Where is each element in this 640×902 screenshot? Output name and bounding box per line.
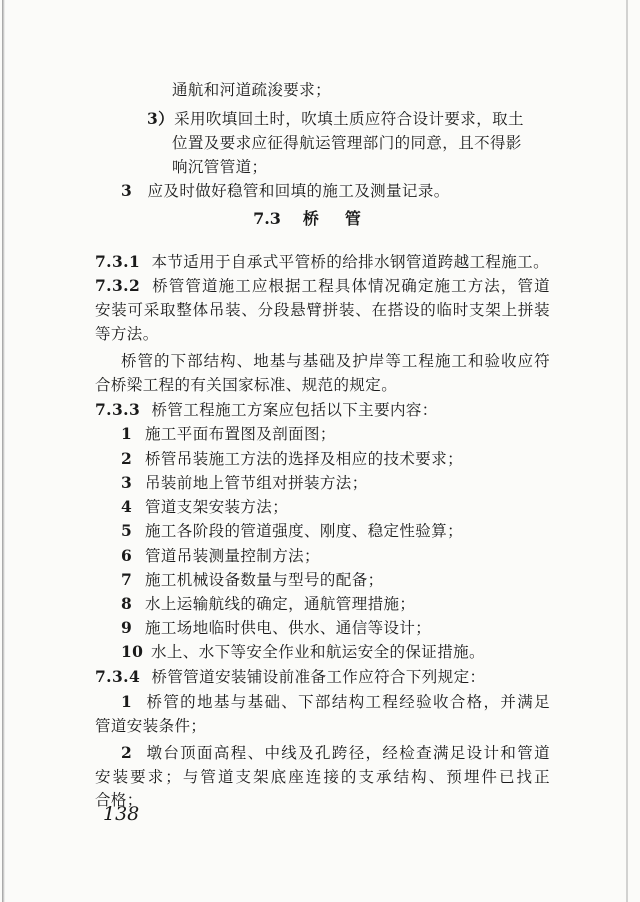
- list-item-number: 3）: [147, 109, 175, 128]
- list-item-text: 水上运输航线的确定，通航管理措施；: [145, 595, 416, 613]
- list-item: [121, 546, 320, 566]
- clause-text: 桥管管道安装铺设前准备工作应符合下列规定：: [151, 668, 486, 686]
- section-heading: [0, 208, 640, 230]
- list-item-number: 3: [121, 181, 133, 200]
- list-item: [121, 743, 550, 763]
- list-item-text: 施工机械设备数量与型号的配备；: [145, 571, 384, 589]
- clause-number: 7.3.4: [95, 667, 141, 686]
- section-number: 7.3: [253, 209, 281, 228]
- list-item-text: 施工平面布置图及剖面图；: [145, 425, 336, 443]
- clause-7-3-3: [95, 400, 438, 420]
- clause-text: 本节适用于自承式平管桥的给排水钢管道跨越工程施工。: [151, 253, 549, 271]
- list-item-text: 应及时做好稳管和回填的施工及测量记录。: [147, 182, 450, 200]
- text-line: 安装可采取整体吊装、分段悬臂拼装、在搭设的临时支架上拼装: [95, 301, 550, 319]
- clause-text: 桥管工程施工方案应包括以下主要内容：: [151, 401, 438, 419]
- clause-7-3-1: [95, 252, 549, 272]
- list-item-text: 施工场地临时供电、供水、通信等设计；: [145, 619, 432, 637]
- list-item-number: 6: [121, 546, 133, 565]
- list-item-text: 管道吊装测量控制方法；: [145, 547, 320, 565]
- text-line: 合格；: [95, 791, 143, 809]
- list-item-number: 1: [121, 692, 133, 711]
- list-item-number: 1: [121, 424, 133, 443]
- clause-number: 7.3.1: [95, 252, 141, 271]
- list-item-number: 9: [121, 618, 133, 637]
- list-item-text: 施工各阶段的管道强度、刚度、稳定性验算；: [145, 522, 464, 540]
- text-line: 等方法。: [95, 325, 159, 343]
- list-item-text: 采用吹填回土时，吹填土质应符合设计要求，取土: [174, 110, 524, 128]
- text-line: 位置及要求应征得航运管理部门的同意，且不得影: [172, 134, 522, 152]
- list-item: [147, 109, 524, 129]
- list-item-number: 4: [121, 497, 133, 516]
- list-item: [121, 181, 450, 201]
- list-item: [121, 692, 550, 712]
- text-line: 安装要求；与管道支架底座连接的支承结构、预埋件已找正: [95, 768, 550, 786]
- list-item: [121, 497, 288, 517]
- text-line: 桥管的下部结构、地基与基础及护岸等工程施工和验收应符: [121, 352, 550, 370]
- clause-7-3-2: [95, 276, 550, 296]
- list-item-text: 管道支架安装方法；: [145, 498, 289, 516]
- list-item: [121, 473, 368, 493]
- list-item-number: 2: [121, 743, 133, 762]
- text-line: 管道安装条件；: [95, 717, 207, 735]
- section-title: 桥管: [302, 209, 387, 228]
- clause-text: 桥管管道施工应根据工程具体情况确定施工方法，管道: [152, 277, 551, 295]
- clause-number: 7.3.2: [95, 276, 141, 295]
- list-item: [121, 618, 431, 638]
- list-item-number: 2: [121, 449, 133, 468]
- list-item-number: 5: [121, 521, 133, 540]
- list-item: [121, 594, 415, 614]
- text-line: 通航和河道疏浚要求；: [172, 81, 332, 99]
- clause-7-3-4: [95, 667, 485, 687]
- list-item: [121, 449, 463, 469]
- text-line: 响沉管管道；: [172, 158, 268, 176]
- list-item-number: 10: [121, 642, 144, 661]
- list-item: [121, 424, 336, 444]
- list-item-text: 水上、水下等安全作业和航运安全的保证措施。: [151, 643, 485, 661]
- list-item-number: 3: [121, 473, 133, 492]
- list-item-number: 8: [121, 594, 133, 613]
- list-item-number: 7: [121, 570, 133, 589]
- text-line: 合桥梁工程的有关国家标准、规范的规定。: [95, 376, 398, 394]
- page-number: 138: [103, 803, 140, 825]
- list-item-text: 吊装前地上管节组对拼装方法；: [145, 474, 368, 492]
- clause-number: 7.3.3: [95, 400, 141, 419]
- list-item-text: 桥管的地基与基础、下部结构工程经验收合格，并满足: [146, 693, 550, 711]
- page-edge-left: [2, 0, 5, 902]
- list-item: [121, 521, 463, 541]
- list-item-text: 墩台顶面高程、中线及孔跨径，经检查满足设计和管道: [146, 744, 550, 762]
- list-item-text: 桥管吊装施工方法的选择及相应的技术要求；: [145, 450, 464, 468]
- page-edge-right: [626, 0, 628, 902]
- list-item: [121, 642, 485, 662]
- list-item: [121, 570, 384, 590]
